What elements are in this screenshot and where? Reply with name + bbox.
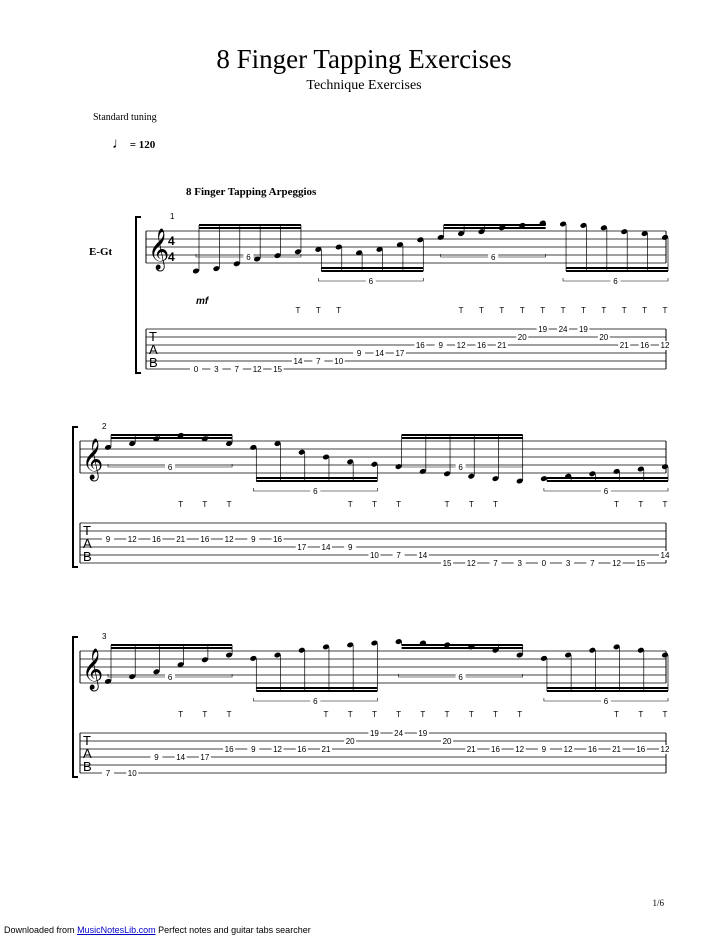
tap-marker: T — [662, 306, 668, 315]
tab-fret: 12 — [612, 559, 622, 568]
tab-fret: 16 — [415, 341, 425, 350]
system-bracket — [136, 217, 141, 373]
tab-clef-letter: B — [149, 355, 158, 370]
tuplet-number: 6 — [167, 673, 173, 682]
tap-marker: T — [178, 710, 184, 719]
tuplet-number: 6 — [167, 463, 173, 472]
tempo-value: = 120 — [129, 139, 156, 151]
tap-marker: T — [315, 306, 321, 315]
tuplet-number: 6 — [246, 253, 251, 262]
tab-fret: 16 — [273, 535, 282, 544]
tap-marker: T — [614, 500, 620, 509]
tab-fret: 12 — [563, 745, 573, 754]
tap-marker: T — [347, 710, 353, 719]
page-number: 1/6 — [652, 898, 664, 908]
tab-fret: 15 — [442, 559, 452, 568]
tap-marker: T — [601, 306, 607, 315]
tuplet-number: 6 — [613, 277, 618, 286]
tab-fret: 14 — [176, 753, 186, 762]
tap-marker: T — [202, 500, 208, 509]
tab-fret: 19 — [538, 325, 548, 334]
tap-marker: T — [517, 710, 523, 719]
tab-fret: 10 — [369, 551, 379, 560]
tap-marker: T — [420, 710, 426, 719]
song-subtitle: Technique Exercises — [306, 78, 422, 93]
tab-fret: 0 — [193, 365, 199, 374]
tab-fret: 12 — [660, 745, 670, 754]
tab-fret: 9 — [347, 543, 353, 552]
tab-fret: 16 — [636, 745, 646, 754]
instrument-label: E-Gt — [89, 246, 113, 258]
tab-fret: 9 — [438, 341, 443, 350]
tab-fret: 7 — [105, 769, 111, 778]
tap-marker: T — [499, 306, 505, 315]
tab-fret: 20 — [599, 333, 609, 342]
song-title: 8 Finger Tapping Exercises — [216, 44, 512, 74]
tap-marker: T — [371, 710, 377, 719]
tap-marker: T — [458, 306, 464, 315]
measure-number: 2 — [102, 422, 107, 431]
tap-marker: T — [614, 710, 620, 719]
tab-fret: 21 — [612, 745, 622, 754]
tab-fret: 12 — [127, 535, 137, 544]
tap-marker: T — [226, 500, 232, 509]
treble-clef-icon: 𝄞 — [148, 228, 170, 269]
tap-marker: T — [560, 306, 566, 315]
tab-fret: 12 — [466, 559, 476, 568]
tab-fret: 3 — [517, 559, 522, 568]
tuplet-number: 6 — [313, 487, 318, 496]
tap-marker: T — [662, 710, 668, 719]
tab-fret: 14 — [321, 543, 331, 552]
tab-fret: 24 — [394, 729, 404, 738]
tab-clef-letter: T — [83, 733, 91, 748]
tab-fret: 21 — [176, 535, 186, 544]
tab-fret: 19 — [369, 729, 379, 738]
tab-fret: 0 — [541, 559, 547, 568]
tap-marker: T — [621, 306, 627, 315]
tuplet-number: 6 — [458, 673, 463, 682]
tab-fret: 7 — [316, 357, 321, 366]
tab-clef-letter: B — [83, 549, 92, 564]
tab-fret: 10 — [334, 357, 344, 366]
system-bracket — [73, 637, 78, 777]
tab-fret: 20 — [345, 737, 355, 746]
tab-fret: 17 — [395, 349, 405, 358]
tap-marker: T — [295, 306, 301, 315]
tap-marker: T — [444, 500, 450, 509]
tab-clef-letter: A — [83, 536, 92, 551]
tab-fret: 9 — [541, 745, 547, 754]
tap-marker: T — [371, 500, 377, 509]
dynamic-marking: mf — [196, 296, 209, 307]
tab-fret: 14 — [375, 349, 384, 358]
download-footer — [4, 925, 311, 935]
tab-fret: 21 — [466, 745, 476, 754]
tuning-label: Standard tuning — [93, 112, 157, 123]
tab-fret: 24 — [558, 325, 568, 334]
footer-suffix: Perfect notes and guitar tabs searcher — [158, 925, 311, 935]
tap-marker: T — [580, 306, 586, 315]
tap-marker: T — [396, 710, 402, 719]
tab-fret: 14 — [660, 551, 670, 560]
tab-fret: 16 — [151, 535, 161, 544]
tab-fret: 12 — [660, 341, 670, 350]
tuplet-number: 6 — [458, 463, 463, 472]
section-title: 8 Finger Tapping Arpeggios — [186, 186, 317, 198]
treble-clef-icon: 𝄞 — [82, 438, 104, 479]
tab-fret: 7 — [590, 559, 595, 568]
tap-marker: T — [662, 500, 668, 509]
tab-fret: 9 — [251, 535, 256, 544]
tab-fret: 21 — [619, 341, 629, 350]
tap-marker: T — [336, 306, 342, 315]
tab-fret: 9 — [356, 349, 362, 358]
tab-fret: 12 — [456, 341, 466, 350]
tab-fret: 9 — [154, 753, 159, 762]
tap-marker: T — [444, 710, 450, 719]
quarter-note-icon: ♩ — [112, 136, 127, 152]
measure-number: 1 — [170, 212, 175, 221]
tab-fret: 12 — [252, 365, 262, 374]
tab-fret: 16 — [477, 341, 486, 350]
tap-marker: T — [396, 500, 402, 509]
tab-fret: 14 — [293, 357, 303, 366]
tab-fret: 9 — [105, 535, 111, 544]
tab-fret: 16 — [587, 745, 597, 754]
tab-fret: 9 — [251, 745, 256, 754]
tap-marker: T — [493, 710, 498, 719]
tab-fret: 3 — [214, 365, 219, 374]
tap-marker: T — [638, 710, 644, 719]
tab-clef-letter: T — [83, 523, 91, 538]
tap-marker: T — [468, 500, 474, 509]
tap-marker: T — [468, 710, 474, 719]
tab-fret: 14 — [418, 551, 428, 560]
system-bracket — [73, 427, 78, 567]
time-signature: 4 — [168, 234, 175, 248]
treble-clef-icon: 𝄞 — [82, 648, 104, 689]
tap-marker: T — [226, 710, 232, 719]
tuplet-number: 6 — [603, 487, 609, 496]
tab-fret: 17 — [200, 753, 210, 762]
tab-fret: 20 — [517, 333, 527, 342]
tab-fret: 16 — [224, 745, 234, 754]
tab-clef-letter: B — [83, 759, 92, 774]
tab-fret: 16 — [640, 341, 650, 350]
tap-marker: T — [202, 710, 208, 719]
tab-fret: 7 — [493, 559, 498, 568]
tab-fret: 15 — [273, 365, 283, 374]
tab-fret: 15 — [636, 559, 646, 568]
tap-marker: T — [178, 500, 184, 509]
tab-fret: 20 — [442, 737, 452, 746]
musicnoteslib-link[interactable]: MusicNotesLib.com — [77, 925, 156, 935]
tab-fret: 3 — [565, 559, 571, 568]
footer-prefix: Downloaded from — [4, 925, 75, 935]
tab-fret: 7 — [396, 551, 401, 560]
tap-marker: T — [347, 500, 353, 509]
tab-clef-letter: T — [149, 329, 157, 344]
tab-fret: 12 — [273, 745, 282, 754]
measure-number: 3 — [102, 632, 107, 641]
tab-fret: 17 — [297, 543, 307, 552]
tab-fret: 7 — [234, 365, 240, 374]
tuplet-number: 6 — [490, 253, 496, 262]
tab-fret: 21 — [497, 341, 507, 350]
tab-clef-letter: A — [149, 342, 158, 357]
tab-fret: 16 — [297, 745, 307, 754]
tap-marker: T — [493, 500, 498, 509]
tab-fret: 21 — [321, 745, 331, 754]
tap-marker: T — [638, 500, 644, 509]
tab-fret: 16 — [491, 745, 500, 754]
tuplet-number: 6 — [603, 697, 609, 706]
tab-fret: 10 — [127, 769, 137, 778]
tuplet-number: 6 — [313, 697, 318, 706]
tap-marker: T — [323, 710, 329, 719]
tab-fret: 19 — [418, 729, 428, 738]
tap-marker: T — [519, 306, 525, 315]
tab-fret: 19 — [578, 325, 588, 334]
time-signature: 4 — [168, 250, 175, 264]
tab-fret: 16 — [200, 535, 210, 544]
tab-fret: 12 — [224, 535, 234, 544]
tap-marker: T — [479, 306, 484, 315]
tab-fret: 12 — [515, 745, 525, 754]
tap-marker: T — [540, 306, 546, 315]
tuplet-number: 6 — [368, 277, 374, 286]
tap-marker: T — [642, 306, 648, 315]
tab-clef-letter: A — [83, 746, 92, 761]
